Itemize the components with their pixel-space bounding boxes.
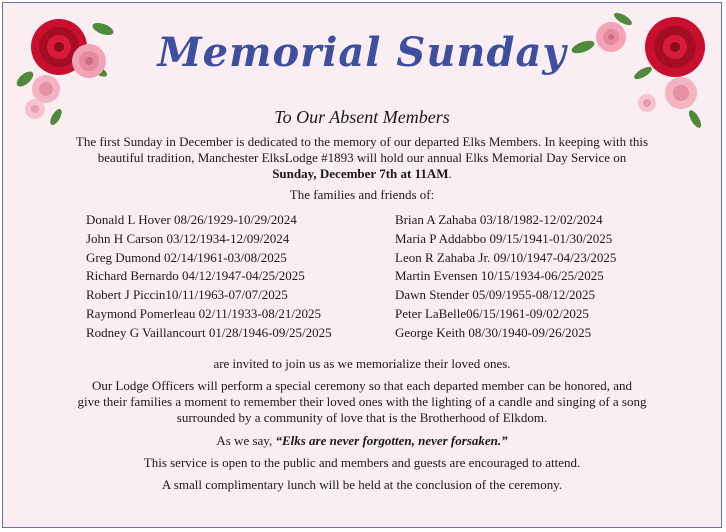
member-entry: Dawn Stender 05/09/1955-08/12/2025	[395, 287, 596, 303]
lunch-line: A small complimentary lunch will be held at the conclusion of the ceremony.	[161, 477, 563, 492]
ceremony-paragraph	[63, 378, 661, 426]
members-list-left	[86, 211, 332, 343]
member-entry: Martin Evensen 10/15/1934-06/25/2025	[395, 268, 604, 284]
member-entry: Maria P Addabbo 09/15/1941-01/30/2025	[395, 230, 613, 246]
intro-paragraph	[73, 134, 651, 182]
member-entry: Peter LaBelle06/15/1961-09/02/2025	[395, 305, 589, 321]
subtitle: To Our Absent Members	[274, 107, 450, 127]
service-date	[73, 166, 651, 182]
ceremony-line: surrounded by a community of love that is the Brotherhood of Elkdom.	[176, 410, 548, 425]
page-title: Memorial Sunday	[157, 29, 567, 76]
public-line: This service is open to the public and members and guests are encouraged to attend.	[143, 455, 581, 470]
member-entry: Richard Bernardo 04/12/1947-04/25/2025	[86, 268, 305, 284]
invite-line: are invited to join us as we memorialize their loved ones.	[213, 356, 511, 371]
members-list-right	[395, 211, 616, 343]
saying-prefix: As we say,	[216, 433, 276, 448]
member-entry: George Keith 08/30/1940-09/26/2025	[395, 324, 592, 340]
intro-line: The first Sunday in December is dedicated to the memory of our departed Elks Members. In keeping with this	[75, 134, 649, 149]
member-entry: Robert J Piccin10/11/1963-07/07/2025	[86, 287, 288, 303]
intro-line: beautiful tradition, Manchester ElksLodge #1893 will hold our annual Elks Memorial Day Service on	[97, 150, 627, 165]
service-date-bold: Sunday, December 7th at 11AM	[272, 166, 449, 181]
service-date-end: .	[448, 166, 452, 181]
member-entry: Rodney G Vaillancourt 01/28/1946-09/25/2025	[86, 324, 332, 340]
member-entry: Brian A Zahaba 03/18/1982-12/02/2024	[395, 212, 603, 227]
member-entry: John H Carson 03/12/1934-12/09/2024	[86, 230, 290, 246]
member-entry: Donald L Hover 08/26/1929-10/29/2024	[86, 212, 297, 227]
families-line: The families and friends of:	[289, 187, 435, 202]
ceremony-line: give their families a moment to remember their loved ones with the lighting of a candle and singing of a song	[77, 394, 647, 409]
saying-quote: “Elks are never forgotten, never forsaken.”	[275, 433, 508, 448]
member-entry: Leon R Zahaba Jr. 09/10/1947-04/23/2025	[395, 249, 617, 265]
ceremony-line: Our Lodge Officers will perform a special ceremony so that each departed member can be honored, and	[91, 378, 633, 393]
member-entry: Raymond Pomerleau 02/11/1933-08/21/2025	[86, 305, 321, 321]
elks-saying	[63, 433, 661, 449]
member-entry: Greg Dumond 02/14/1961-03/08/2025	[86, 249, 287, 265]
memorial-flyer	[2, 2, 722, 528]
